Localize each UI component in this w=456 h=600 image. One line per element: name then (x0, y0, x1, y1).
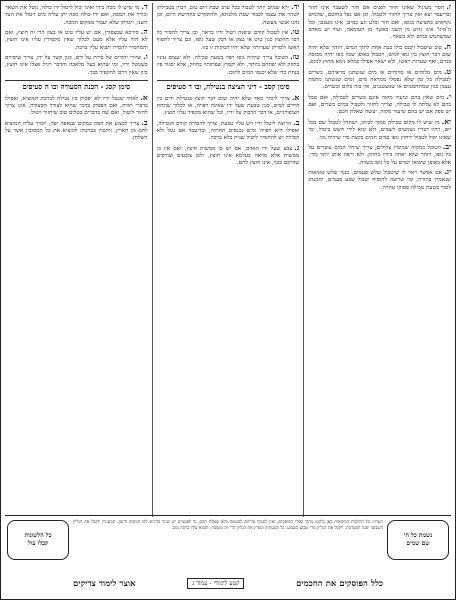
column-right (308, 3, 451, 517)
section-heading: סימן קסב - דיני הציצה בנטילה, ובו ד סעיפים (157, 80, 300, 92)
logo-right (387, 520, 449, 560)
footer-bar-right: כלל הפוסקים את החכמים (296, 578, 383, 589)
paragraph-number: י. (446, 91, 451, 101)
column-left (5, 3, 153, 517)
paragraph-number: ג. (294, 142, 300, 152)
paragraph (308, 143, 451, 167)
paragraph (157, 144, 300, 168)
paragraph (308, 68, 451, 92)
footer-note: הערה: כל ההלכות המובאות כאן נלקטו מתוך ספרי הפוסקים, ואין לסמוך עליהם למעשה בלא שאלת חכם, כי לפעמים יש שינוי בדינים לפי המקום והזמן. המעוניין לקבל את הגליון השבועי יפנה למערכת, ויקבל את הגליון מדי שבוע בשבוע. כל המעתיק ומפיץ את הגליון הרי זה משובח, ותבוא עליו ברכת טוב. (73, 520, 383, 531)
paragraph-number: ה. (140, 27, 148, 37)
logo-right-line2: שם שמים (406, 540, 430, 547)
paragraph (157, 28, 300, 52)
paragraph-text: אין לטבול קודם שיפנה ויטול ידיו כראוי, וכן צריך להסיר כל דבר החוצץ כגון טיט או בצק או דבק שעל גופו, וגם צריך לחפוף ראשו ולסרוק שערותיו שלא יהיו דבוקות זו בזו. (156, 30, 300, 51)
paragraph-text: מים שאין בהם שיעור מקוה אינם כשרים לטבילה, ואם טבל בהם לא עלתה לו טבילה, וצריך לחזור ולטבול במים כשרים, ואם יש ספק אם יש בהם שיעור מקוה, יעשה שאלת חכם. (308, 94, 451, 116)
text-columns (5, 3, 451, 517)
paragraph-number: ד. (141, 3, 148, 11)
paragraph-number: ט. (443, 66, 451, 76)
paragraph (308, 168, 451, 192)
footer-bar (73, 572, 383, 594)
paragraph-number: ח. (443, 41, 451, 51)
paragraph-text: מי שיש לו מכה בידו ואינו יכול ליטול ידו כולה, נוטל את השאר וכורך את המכה, ואם ידו כולה מכה יתן עליה מים ויטול את הצד השני, ויבדוק שלא יעבור ממקום המכה. (4, 5, 148, 26)
paragraph-text: ירא שמים יזהר לטבול בכל ערב שבת ויום טוב, ויכוין בטבילתו לטהר את עצמו לכבוד שבת מלכתא, ולהתקדש בקדושת היום, וכן נהגו אנשי מעשה. (156, 5, 300, 26)
paragraph (308, 118, 451, 142)
paragraph-number: א. (140, 92, 148, 102)
paragraph-number: ו. (143, 52, 148, 62)
paragraph-number: יב. (442, 141, 451, 151)
paragraph-number: ב. (141, 117, 148, 127)
section-heading: סימן קסג - הכנת הסעודה ובו ה סעיפים (5, 80, 148, 92)
paragraph-text: הטובל צריך שיהיה גופו רפוי בשעת טבילה, ולא יעצום עיניו בחוזק ולא יפתחם ביותר, ולא יקמוץ שפתותיו בחוזק, אלא יסגור פיו בנחת כדי שלא יכנסו המים לתוכו. (156, 55, 300, 76)
footer-page-label: קטע לימודי - עמוד ג (187, 578, 244, 589)
paragraph-text: הטובל במקוה שמימיו צלולים, צריך שיהיו המים עוברים על כל גופו, ויזהר שלא יאחוז בידיו בחוזק, ולא ירפה אותן יותר מדי, אלא באופן שיבואו המים על כל גופו בשווה. (308, 144, 451, 166)
footer-bar-left: אוצר לימוד צדיקים (73, 578, 136, 589)
paragraph-text: מי שיש לו מקום טבילה סמוך לביתו, ישתדל לטבול שם בכל יום, ויהיו דבריו נשמעים לשמים, ולא יבוא לידי חשש ביטול, ומי שאינו יכול לטבול ירחוץ גופו במים חמים בקצת כדי שיהיה נקי. (308, 119, 451, 141)
paragraph-text: צריך לבצוע את הפת במקום שנאפה יפה, ויברך עליה המוציא לחם מן הארץ, ויתכוין בברכתו להוציא את כל המסובין אשר על השלחן. (4, 120, 148, 142)
paragraph-number: יד. (291, 3, 300, 11)
paragraph (5, 53, 148, 77)
paragraph-text: שיורי יהודים של ברית על ידם, כגון קשר על ידו, צריך שיסירם כשנוטל ידיו, ומי שהוא בעל מלאכה והדבר רגיל אצלו אינו חוצץ, כיון שאין דרכו להקפיד בכך. (4, 55, 148, 76)
paragraph-number: א. (291, 92, 300, 102)
logo-left-line1: כל הלשונות (24, 532, 52, 539)
paragraph-text: חסר מעיגול שאינו חוזר לפנים אם חזר לשעבר אינו חוזר ובדיעבד יצא ואין צריך לחזור ולטבול. וכן אם נפל בחוטם, שהמים נקראים כחציצה בגופו, ואם חזר ובלע וגע במים, אינו מעכבו, וכל ה'מיגו' אינו גרוע מן השני באשר מן הטומאה, ועוד יש מאדם שמשתמש במים ולא בשאר. (308, 5, 451, 41)
paragraph (157, 53, 300, 77)
paragraph (157, 119, 300, 143)
paragraph-number: טו. (290, 27, 300, 37)
logo-left-line2: קבלו עול (27, 540, 49, 547)
paragraph-text: הרוצה ליטול ידיו ויש עליו טבעת, צריך להסירה קודם הנטילה, ואפילו היא רפויה ומים נכנסים תחתיה, ובדיעבד אם נטל ולא הסירה יש להחמיר ליטול שנית בלא ברכה. (156, 120, 300, 142)
paragraph-number: ז. (446, 3, 451, 11)
paragraph-text: אם אפשר ראוי לו שיטבול שלש פעמים, כנגד שלש טומאות שנאמרו בתורה, ומי שרוצה להוסיף יטבול שבע פעמים, והמנהג לומר בשעת טבילה פסוקי טהרה. (308, 169, 451, 191)
paragraph-number: ב. (293, 117, 300, 127)
paragraph-text: צבע שעל ידי האדם, אם יש בו ממשות חוצץ, ואם אין בו ממשות אלא מראה בעלמא אינו חוצץ, ולכן צובעים וצורפים שדרכם בכך, אינו חוצץ להם. (156, 145, 300, 167)
paragraph-text: טוב שיטבול ויכנס כולו בבת אחת לתוך המים, ויזהר שלא יהיה שום דבר חוצץ בין גופו למים, ויטבול באופן שכל גופו יהיה מכוסה במים, ואף שערות ראשו, ולא ישאר אפילו כמלא נימא מחוץ למים. (308, 44, 451, 66)
paragraph (308, 93, 451, 117)
paragraph-text: לאחר שנטל ידיו לא יפסיק בין נטילה לברכת המוציא, ואפילו בדברי תורה, ואם הפסיק בדבר שהוא לצורך הסעודה, אינו צריך לחזור ליטול, ואם שח בדברים בטלים טוב שיחזור ויטול. (4, 95, 148, 117)
logo-right-line1: נשמת כל חי (403, 532, 433, 539)
paragraph (157, 3, 300, 27)
column-middle (157, 3, 305, 517)
paragraph-number: יג. (443, 166, 451, 176)
paragraph (5, 94, 148, 118)
paragraph-number: יא. (441, 116, 451, 126)
paragraph-text: מים מלוחים או סרוחים או מים שנשתנו מראיהם, כשרים לטבילה כל זמן שלא נפסלו ממראה מים, ומים שנשתנו מחמת עצמן כגון שמתחממים או שמצטננים, אין בזה כלום וכשרים. (308, 69, 451, 91)
paragraph (308, 43, 451, 67)
paragraph (5, 3, 148, 27)
page-footer (5, 515, 451, 596)
logo-left (7, 520, 69, 560)
paragraph (308, 3, 451, 42)
paragraph-text: צריך ליזהר מאד שלא יהיה שום דבר חוצץ בנטילת ידים בין הידים למים, כגון טבעת שעל ידו שאינה רפויה, או לכלוך שתחת הציפורניים, או דבר הדבוק על ידיו, וכל שהוא מקפיד עליו חוצץ. (156, 95, 300, 117)
paragraph-text: סירכא שבצפורן, אם יש עליו טיט או בצק הרי זה חוצץ, ואם לא היה עליו אלא מעט לכלוך שאין מקפידין עליו אינו חוצץ, והמחמיר להסירו תבוא עליו ברכה. (4, 30, 148, 51)
paragraph-number: טז. (290, 52, 300, 62)
paragraph (157, 94, 300, 118)
paragraph (5, 119, 148, 143)
paragraph (5, 28, 148, 52)
